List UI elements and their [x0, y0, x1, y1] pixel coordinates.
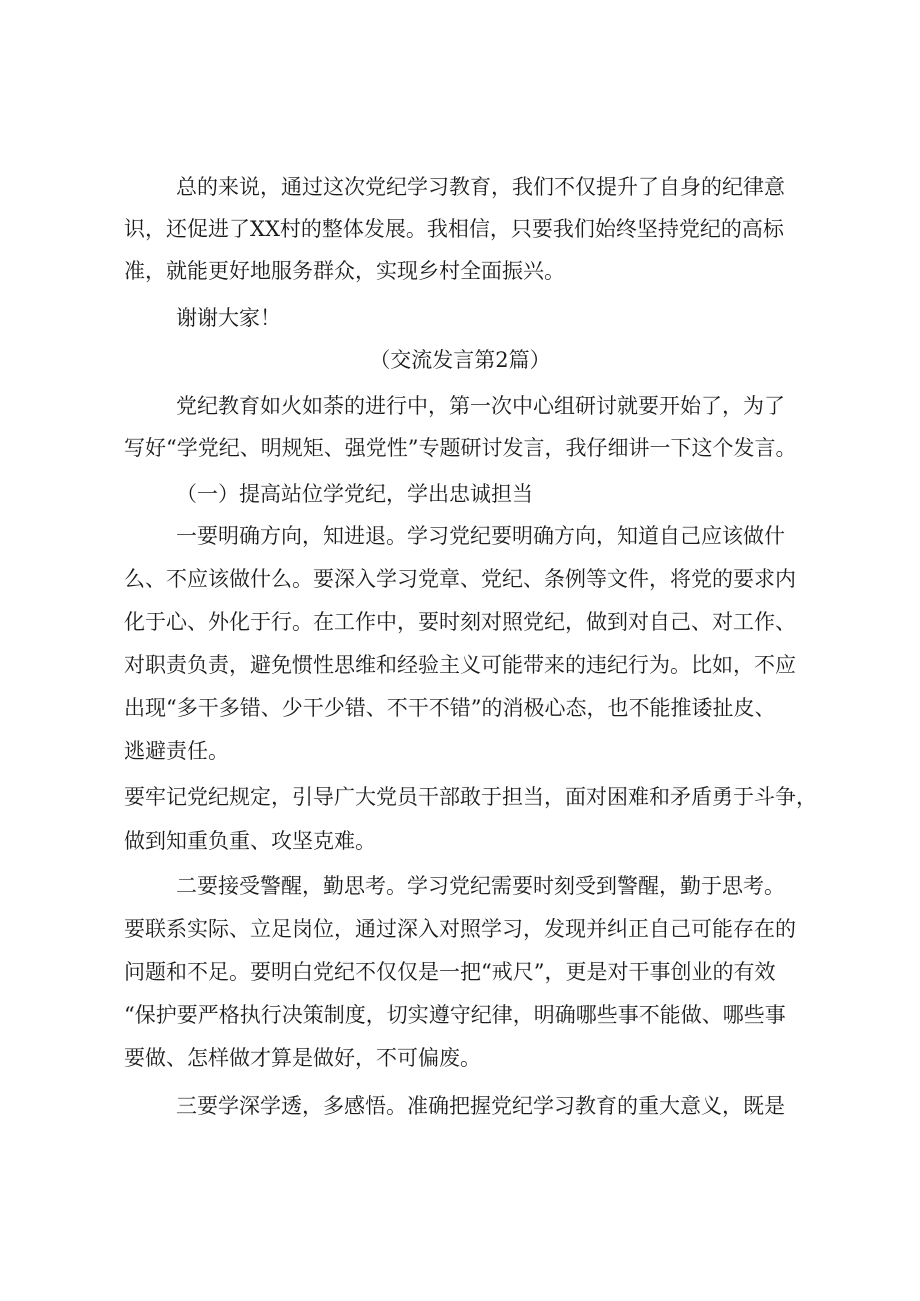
paragraph-rules-line-2: 做到知重负重、攻坚克难。 — [124, 829, 376, 853]
paragraph-alert-line-4: “保护要严格执行决策制度，切实遵守纪律，明确哪些事不能做、哪些事 — [124, 1003, 786, 1027]
paragraph-direction-line-1: 一要明确方向，知进退。学习党纪要明确方向，知道自己应该做什 — [176, 524, 785, 548]
paragraph-direction-line-4: 对职责负责，避免惯性思维和经验主义可能带来的违纪行为。比如，不应 — [124, 653, 796, 677]
paragraph-rules-line-1: 要牢记党纪规定，引导广大党员干部敢于担当，面对困难和矛盾勇于斗争， — [124, 785, 817, 809]
paragraph-conclusion-line-1: 总的来说，通过这次党纪学习教育，我们不仅提升了自身的纪律意 — [176, 175, 785, 199]
paragraph-intro-line-2: 写好“学党纪、明规矩、强党性”专题研讨发言，我仔细讲一下这个发言。 — [124, 436, 797, 460]
paragraph-conclusion-line-3: 准，就能更好地服务群众，实现乡村全面振兴。 — [124, 259, 565, 283]
paragraph-direction-line-5: 出现“多干多错、少干少错、不干不错”的消极心态，也不能推诿扯皮、 — [124, 696, 776, 720]
paragraph-direction-line-3: 化于心、外化于行。在工作中，要时刻对照党纪，做到对自己、对工作、 — [124, 610, 796, 634]
section-title: （交流发言第2篇） — [369, 348, 551, 372]
paragraph-intro-line-1: 党纪教育如火如荼的进行中，第一次中心组研讨就要开始了，为了 — [176, 394, 785, 418]
thanks-line: 谢谢大家！ — [176, 306, 281, 330]
paragraph-direction-line-6: 逃避责任。 — [124, 739, 229, 763]
paragraph-alert-line-2: 要联系实际、立足岗位，通过深入对照学习，发现并纠正自己可能存在的 — [124, 917, 796, 941]
paragraph-study-line-1: 三要学深学透，多感悟。准确把握党纪学习教育的重大意义，既是 — [176, 1094, 785, 1118]
paragraph-alert-line-3: 问题和不足。要明白党纪不仅仅是一把“戒尺”，更是对干事创业的有效 — [124, 960, 776, 984]
subheading-one: （一）提高站位学党纪，学出忠诚担当 — [176, 482, 533, 506]
paragraph-alert-line-5: 要做、怎样做才算是做好，不可偏废。 — [124, 1046, 481, 1070]
paragraph-direction-line-2: 么、不应该做什么。要深入学习党章、党纪、条例等文件，将党的要求内 — [124, 567, 796, 591]
paragraph-conclusion-line-2: 识，还促进了XX村的整体发展。我相信，只要我们始终坚持党纪的高标 — [124, 217, 784, 241]
paragraph-alert-line-1: 二要接受警醒，勤思考。学习党纪需要时刻受到警醒，勤于思考。 — [176, 874, 785, 898]
